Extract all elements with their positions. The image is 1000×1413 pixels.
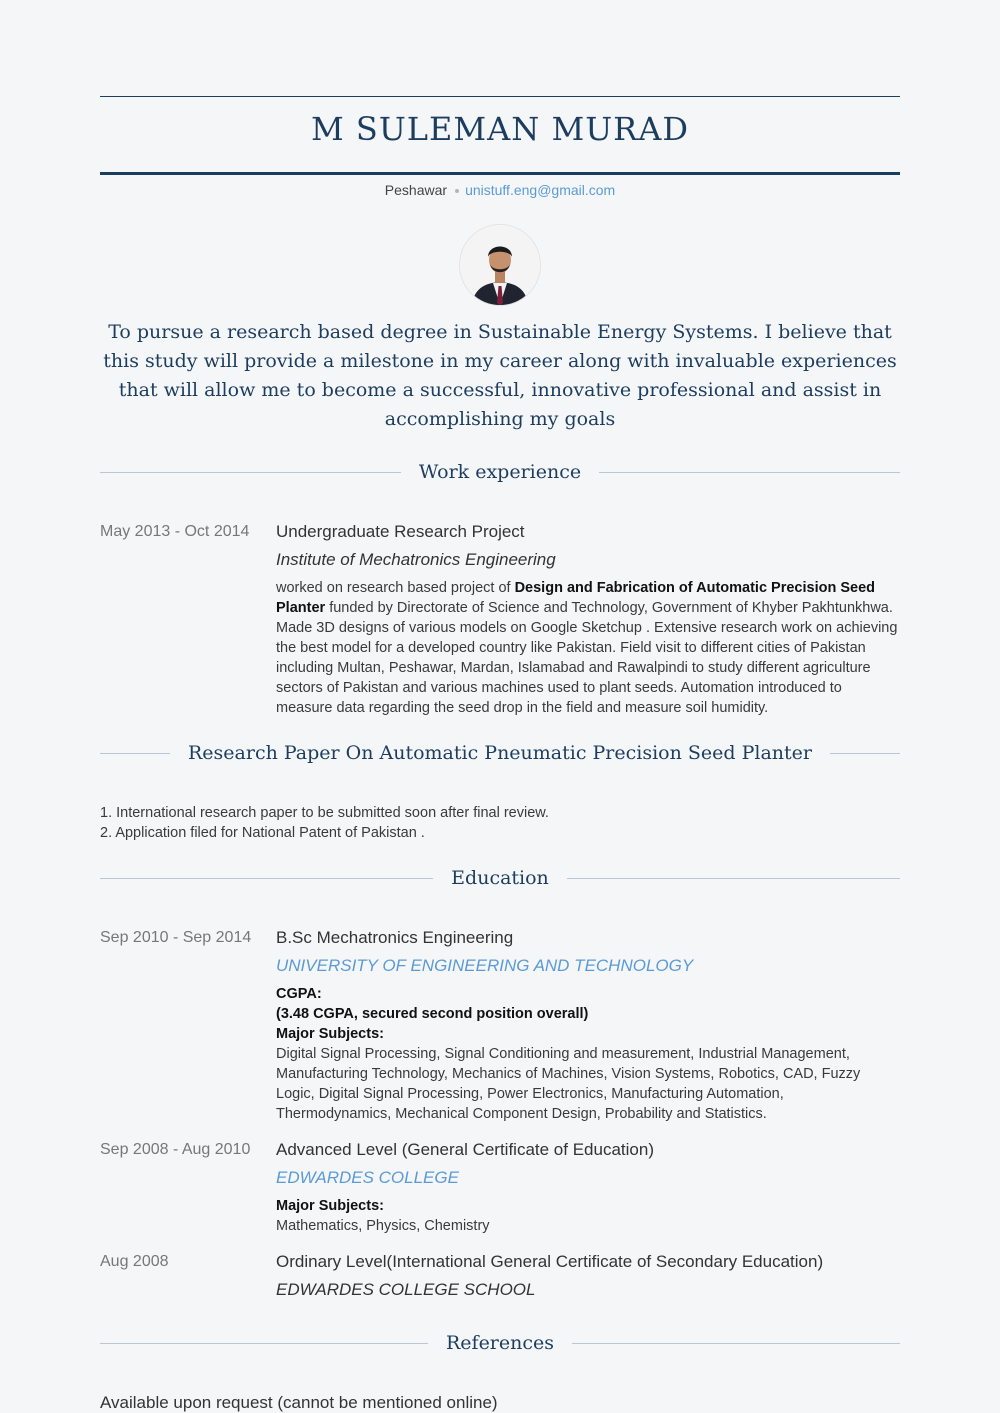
cgpa-label: CGPA: bbox=[276, 986, 322, 1002]
education-degree: Advanced Level (General Certificate of Education) bbox=[276, 1140, 654, 1159]
section-title: References bbox=[428, 1329, 572, 1357]
education-institution-link[interactable]: UNIVERSITY OF ENGINEERING AND TECHNOLOGY bbox=[276, 956, 694, 975]
research-line-2: 2. Application filed for National Patent of Pakistan . bbox=[100, 825, 425, 841]
education-heading bbox=[100, 864, 900, 894]
subjects-list: Mathematics, Physics, Chemistry bbox=[276, 1218, 490, 1234]
location-text: Peshawar bbox=[384, 182, 448, 198]
references-text: Available upon request (cannot be mentioned online) bbox=[100, 1393, 498, 1412]
career-objective: To pursue a research based degree in Sustainable Energy Systems. I believe that this study will provide a milestone in my career along with invaluable experiences that will allow me to become a successful, innovative professional and assist in accomplishing my goals bbox=[103, 321, 897, 430]
name-rule bbox=[100, 172, 900, 175]
work-date: May 2013 - Oct 2014 bbox=[100, 523, 250, 540]
education-degree: B.Sc Mechatronics Engineering bbox=[276, 928, 514, 947]
education-institution-link[interactable]: EDWARDES COLLEGE bbox=[276, 1168, 459, 1187]
profile-photo bbox=[459, 224, 541, 306]
contact-line bbox=[100, 182, 900, 198]
education-date: Sep 2008 - Aug 2010 bbox=[100, 1141, 251, 1158]
separator-dot-icon bbox=[455, 189, 459, 193]
cgpa-value: (3.48 CGPA, secured second position overall) bbox=[276, 1006, 589, 1022]
work-title: Undergraduate Research Project bbox=[276, 522, 525, 541]
section-title: Work experience bbox=[401, 458, 599, 486]
references-heading bbox=[100, 1329, 900, 1359]
education-date: Aug 2008 bbox=[100, 1253, 169, 1270]
top-rule bbox=[100, 96, 900, 97]
subjects-list: Digital Signal Processing, Signal Conditioning and measurement, Industrial Management, Manufacturing Technology, Mechanics of Machines, Vision Systems, Robotics, CAD, Fuzzy Logic, Digital Signal Processing, Power Electronics, Manufacturing Automation, Thermodynamics, Mechanical Component Design, Probability and Statistics. bbox=[276, 1046, 861, 1122]
person-photo-icon bbox=[460, 225, 540, 305]
research-paper-heading bbox=[100, 739, 900, 769]
work-desc-rest: funded by Directorate of Science and Technology, Government of Khyber Pakhtunkhwa. Made 3D designs of various models on Google Sketchup . Extensive research work on achieving the best model for a developed country like Pakistan. Field visit to different cities of Pakistan including Multan, Peshawar, Mardan, Islamabad and Rawalpindi to study different agriculture sectors of Pakistan and various machines used to plant seeds. Automation introduced to measure data regarding the seed drop in the field and measure soil humidity. bbox=[276, 600, 898, 716]
work-desc-prefix: worked on research based project of bbox=[276, 580, 515, 596]
education-details bbox=[276, 1196, 900, 1236]
section-title: Research Paper On Automatic Pneumatic Precision Seed Planter bbox=[170, 739, 830, 767]
candidate-name: M SULEMAN MURAD bbox=[310, 110, 690, 148]
research-line-1: 1. International research paper to be submitted soon after final review. bbox=[100, 805, 549, 821]
work-experience-heading bbox=[100, 458, 900, 488]
subjects-label: Major Subjects: bbox=[276, 1026, 384, 1042]
work-description bbox=[276, 578, 900, 718]
work-desc-project: Design and Fabrication of Automatic Precision Seed Planter bbox=[276, 580, 875, 616]
education-details bbox=[276, 984, 900, 1124]
section-title: Education bbox=[433, 864, 567, 892]
education-institution: EDWARDES COLLEGE SCHOOL bbox=[276, 1280, 536, 1299]
email-link[interactable]: unistuff.eng@gmail.com bbox=[465, 182, 616, 198]
subjects-label: Major Subjects: bbox=[276, 1198, 384, 1214]
education-date: Sep 2010 - Sep 2014 bbox=[100, 929, 252, 946]
education-degree: Ordinary Level(International General Certificate of Secondary Education) bbox=[276, 1252, 824, 1271]
work-organization: Institute of Mechatronics Engineering bbox=[276, 550, 556, 569]
